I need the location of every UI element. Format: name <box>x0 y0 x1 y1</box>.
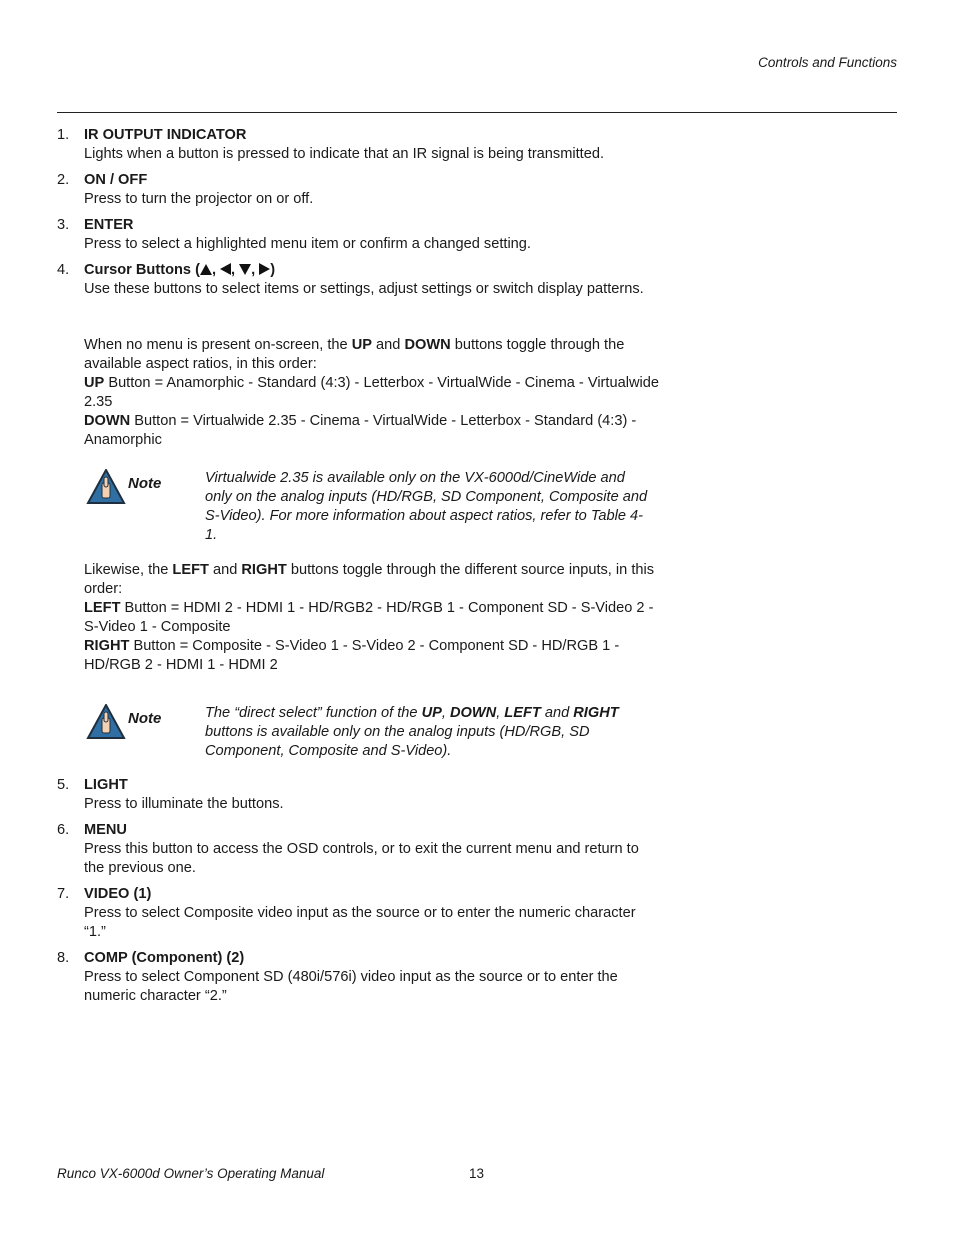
item-number: 1. <box>57 127 70 143</box>
text-run: and <box>540 705 574 721</box>
item-description: Press this button to access the OSD controls, or to exit the current menu and return to the previous one. <box>84 841 639 876</box>
down-keyword: DOWN <box>449 705 497 721</box>
note-hand-icon <box>86 704 126 740</box>
item-number: 7. <box>57 886 70 902</box>
list-item <box>57 885 657 942</box>
item-description: Lights when a button is pressed to indicate that an IR signal is being transmitted. <box>84 146 605 162</box>
list-item <box>57 776 657 814</box>
text-run: and <box>371 337 405 353</box>
leftright-explanation <box>84 561 659 675</box>
item-title: ENTER <box>84 217 134 233</box>
text-run: Button = Virtualwide 2.35 - Cinema - VirtualWide - Letterbox - Standard (4:3) - Anamorphic <box>84 413 637 448</box>
text-run: When no menu is present on-screen, the <box>84 337 352 353</box>
note-text <box>205 704 655 761</box>
item-description: Press to turn the projector on or off. <box>84 191 314 207</box>
right-keyword: RIGHT <box>573 705 619 721</box>
list-item <box>57 171 657 209</box>
down-keyword: DOWN <box>404 337 451 353</box>
item-title: VIDEO (1) <box>84 886 152 902</box>
note-text: Virtualwide 2.35 is available only on the VX-6000d/CineWide and only on the analog inputs (HD/RGB, SD Component, Composite and S-Video). For more information about aspect ratios, refer to Table 4-1. <box>205 470 648 543</box>
item-number: 4. <box>57 262 70 278</box>
page-number: 13 <box>469 1166 485 1181</box>
up-keyword: UP <box>421 705 442 721</box>
item-description: Use these buttons to select items or settings, adjust settings or switch display patterns. <box>84 281 644 297</box>
text-run: , <box>496 705 505 721</box>
down-label: DOWN <box>84 413 131 429</box>
list-item <box>57 216 657 254</box>
triangle-left-icon <box>220 263 231 275</box>
left-label: LEFT <box>84 600 121 616</box>
text-run: Button = Anamorphic - Standard (4:3) - Letterbox - VirtualWide - Cinema - Virtualwide 2.35 <box>84 375 659 410</box>
triangle-down-icon <box>239 264 251 275</box>
item-title: IR OUTPUT INDICATOR <box>84 127 247 143</box>
text-run: Likewise, the <box>84 562 173 578</box>
item-title: ON / OFF <box>84 172 148 188</box>
up-keyword: UP <box>351 337 372 353</box>
right-keyword: RIGHT <box>241 562 287 578</box>
text-run: buttons toggle through the different source inputs, in this order: <box>84 562 655 597</box>
up-label: UP <box>84 375 105 391</box>
item-title: LIGHT <box>84 777 128 793</box>
left-sequence <box>84 599 659 637</box>
left-keyword: LEFT <box>172 562 209 578</box>
header-divider <box>57 112 897 113</box>
up-sequence <box>84 374 659 412</box>
text-run: Button = HDMI 2 - HDMI 1 - HD/RGB2 - HD/RGB 1 - Component SD - S-Video 2 - S-Video 1 - Composite <box>84 600 654 635</box>
list-item <box>57 261 657 299</box>
item-number: 2. <box>57 172 70 188</box>
text-run: and <box>208 562 242 578</box>
list-item <box>57 949 657 1006</box>
item-title: COMP (Component) (2) <box>84 950 245 966</box>
item-description: Press to select a highlighted menu item or confirm a changed setting. <box>84 236 531 252</box>
note-label: Note <box>128 710 162 727</box>
updown-intro <box>84 336 659 374</box>
down-sequence <box>84 412 659 450</box>
leftright-intro <box>84 561 659 599</box>
item-description: Press to select Composite video input as the source or to enter the numeric character “1.” <box>84 905 636 940</box>
item-title: Cursor Buttons ( , , , ) <box>84 262 276 278</box>
item-description: Press to select Component SD (480i/576i) video input as the source or to enter the numeric character “2.” <box>84 969 618 1004</box>
right-sequence <box>84 637 659 675</box>
item-description: Press to illuminate the buttons. <box>84 796 284 812</box>
footer-manual-title: Runco VX-6000d Owner’s Operating Manual <box>57 1166 325 1181</box>
text-run: buttons toggle through the available aspect ratios, in this order: <box>84 337 625 372</box>
item-title: MENU <box>84 822 127 838</box>
text-run: The “direct select” function of the <box>205 705 422 721</box>
note-hand-icon <box>86 469 126 505</box>
text-run: Button = Composite - S-Video 1 - S-Video 2 - Component SD - HD/RGB 1 - HD/RGB 2 - HDMI 1 - HDMI 2 <box>84 638 620 673</box>
triangle-up-icon <box>200 264 212 275</box>
list-item <box>57 821 657 878</box>
item-number: 5. <box>57 777 70 793</box>
item-title-prefix: Cursor Buttons ( <box>84 262 200 278</box>
running-header: Controls and Functions <box>758 55 897 70</box>
note-label: Note <box>128 475 162 492</box>
right-label: RIGHT <box>84 638 130 654</box>
item-number: 8. <box>57 950 70 966</box>
item-title-suffix: ) <box>270 262 276 278</box>
item-number: 6. <box>57 822 70 838</box>
item-number: 3. <box>57 217 70 233</box>
triangle-right-icon <box>259 263 270 275</box>
updown-explanation <box>84 336 659 450</box>
list-item <box>57 126 657 164</box>
left-keyword: LEFT <box>504 705 541 721</box>
text-run: , <box>441 705 450 721</box>
text-run: buttons is available only on the analog inputs (HD/RGB, SD Component, Composite and S-Video). <box>205 724 590 759</box>
